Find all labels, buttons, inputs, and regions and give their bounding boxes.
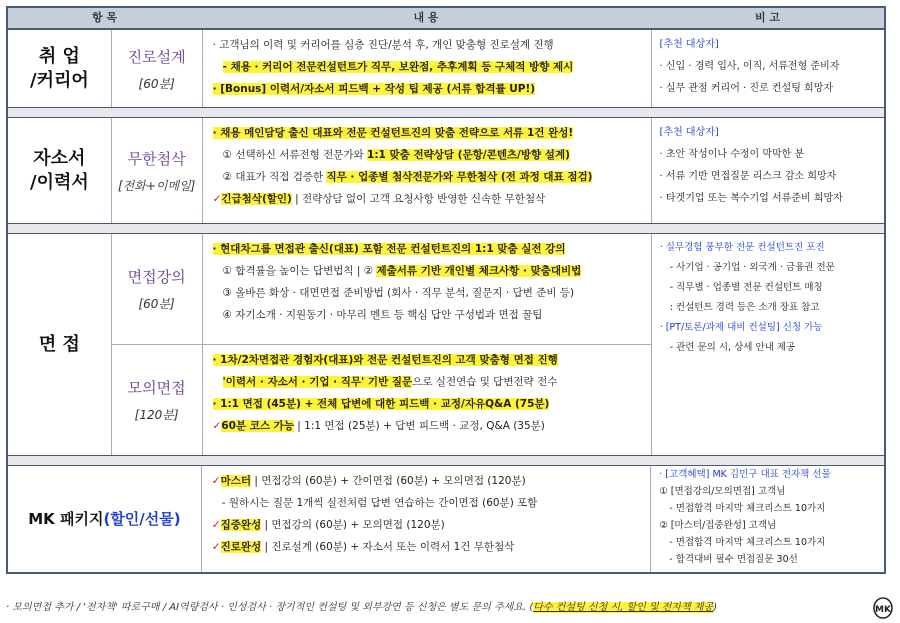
sub-duration: [60분] [138,297,175,311]
check-icon: ✓ [211,475,221,487]
note-line: - 합격대비 필수 면접질문 30선 [669,554,798,565]
header-item: 항 목 [91,11,118,24]
highlight-text: - 채용 · 커리어 전문컨설턴트가 직무, 보완점, 추후계획 등 구체적 방향 제시 [222,61,574,73]
highlight-text: 1:1 맞춤 전략상담 (문항/콘텐츠/방향 설계) [367,149,570,161]
highlight-text: · 1차/2차면접관 경험자(대표)와 전문 컨설턴트진의 고객 맞춤형 면접 진행 [212,354,558,366]
row-separator [8,455,884,466]
category-label: 취 업 /커리어 [30,45,89,91]
content-line [213,144,651,166]
category-interview: 면 접 [8,234,112,455]
note-line: : 컨설턴트 경력 등은 소개 장표 참고 [669,302,820,313]
highlight-text: 집중완성 [220,519,262,531]
row-separator [8,107,884,118]
content-line [213,188,651,210]
highlight-text: '이력서 · 자소서 · 기업 · 직무' 기반 질문 [222,376,413,388]
line-text: | 면접강의 (60분) + 모의면접 (120분) [261,519,445,531]
interview-subrows [112,234,652,455]
category-label: 자소서 /이력서 [30,147,89,193]
note-line: · 초안 작성이나 수정이 막막한 분 [659,149,805,160]
note-line: - 면접합격 마지막 체크리스트 10가지 [669,503,826,514]
subcategory-mock [112,345,203,455]
highlight-text: 60분 코스 가능 [221,420,294,432]
line-text: 으로 실전연습 및 답변전략 전수 [412,376,558,388]
sub-duration: [120분] [134,408,179,422]
content-line [213,166,651,188]
content-resume [203,118,652,223]
note-resume [652,118,884,223]
note-line: - 관련 문의 시, 상세 안내 제공 [669,342,796,353]
content-line [213,260,651,282]
subrow-lecture [112,234,652,345]
sub-name: 모의면접 [127,379,186,397]
subcategory-lecture [112,234,203,344]
highlight-text: 진로완성 [220,541,262,553]
service-table [6,6,886,574]
footer-highlight: 다수 컨설팅 신청 시, 할인 및 전자책 제공 [533,602,714,613]
row-interview [8,234,884,455]
content-line [213,122,651,144]
highlight-text: 긴급첨삭(할인) [221,193,292,205]
content-line: ③ 올바른 화상 · 대면면접 준비방법 (회사 · 직무 분석, 질문지 · 답변 준비 등) [222,287,575,299]
subcategory-career [112,30,203,107]
highlight-text: · 1:1 면접 (45분) + 전체 답변에 대한 피드백 · 교정/자유Q&A (75분) [212,398,550,410]
note-line: · 신입 · 경력 입사, 이직, 서류전형 준비자 [659,61,840,72]
row-career [8,30,884,107]
highlight-text: · 채용 메인담당 출신 대표와 전문 컨설턴트진의 맞춤 전략으로 서류 1건 완성! [212,127,574,139]
category-resume [8,118,112,223]
row-resume [8,118,884,223]
content-line [213,349,651,371]
mk-logo-icon [872,597,894,619]
note-line: ② [마스터/집중완성] 고객님 [659,520,777,531]
note-line: - 사기업 · 공기업 · 외국계 · 금융권 전문 [669,262,835,273]
note-line: · 실무경험 풍부한 전문 컨설턴트진 포진 [659,242,825,253]
table-header [8,8,884,30]
check-icon: ✓ [211,541,221,553]
category-package [8,466,202,572]
footer-end: ) [713,602,718,613]
note-line: - 직무별 · 업종별 전문 컨설턴트 매칭 [669,282,823,293]
content-line [212,514,650,536]
subcategory-resume [112,118,203,223]
check-icon: ✓ [211,519,221,531]
logo-text: MK [875,605,891,615]
content-line [213,78,651,100]
package-sub-label: (할인/선물) [103,510,181,528]
content-line: · 고객님의 이력 및 커리어를 심층 진단/분석 후, 개인 맞춤형 진로설계 진행 [212,39,554,51]
note-line: ① [면접강의/모의면접] 고객님 [659,486,786,497]
note-line: - 면접합격 마지막 체크리스트 10가지 [669,537,826,548]
note-line: · 서류 기반 면접질문 리스크 감소 희망자 [659,171,837,182]
category-career [8,30,112,107]
line-text: | 전략상담 없이 고객 요청사항 반영한 신속한 무한첨삭 [291,193,546,205]
footer-text: · 모의면접 추가 / '전자책' 따로구매 / AI역량검사 · 인성검사 · 장기적인 컨설팅 및 외부강연 등 신청은 별도 문의 주세요. ( [6,602,534,613]
sub-name: 면접강의 [127,268,186,286]
sub-duration: [전화+이메일] [117,178,196,193]
sub-duration: [60분] [138,76,175,91]
content-career [203,30,652,107]
highlight-text: 마스터 [220,475,252,487]
row-package [8,466,884,572]
content-line [213,393,651,415]
note-line: · [고객혜택] MK 김민구 대표 전자책 선물 [659,469,831,480]
content-line [213,415,651,437]
package-label: MK 패키지 [28,510,104,528]
line-text: ② 대표가 직접 검증한 [222,171,327,183]
header-note: 비 고 [754,11,781,24]
note-title: [추천 대상자] [659,127,719,138]
note-career [652,30,884,107]
content-line [213,56,651,78]
sub-name: 무한첨삭 [127,149,186,168]
header-content: 내 용 [413,11,439,24]
note-line: · 타겟기업 또는 복수기업 서류준비 희망자 [659,193,843,204]
note-package [651,466,884,572]
content-line [213,371,651,393]
subrow-mock [112,345,652,455]
line-text: | 면접강의 (60분) + 간이면접 (60분) + 모의면접 (120분) [251,475,526,487]
content-mock [203,345,652,455]
row-separator [8,223,884,234]
line-text: | 1:1 면접 (25분) + 답변 피드백 · 교정, Q&A (35분) [293,420,545,432]
highlight-text: · [Bonus] 이력서/자소서 피드백 + 작성 팁 제공 (서류 합격률 UP!) [212,83,536,95]
sub-name: 진로설계 [127,47,186,66]
content-line [212,536,650,558]
check-icon: ✓ [212,193,222,205]
highlight-text: 직무 · 업종별 첨삭전문가와 무한첨삭 (전 과정 대표 점검) [326,171,593,183]
note-interview [652,234,884,455]
note-line: · [PT/토론/과제 대비 컨설팅] 신청 가능 [659,322,823,333]
content-line [213,238,651,260]
content-package [202,466,651,572]
line-text: ① 선택하신 서류전형 전문가와 [222,149,368,161]
note-title: [추천 대상자] [659,39,719,50]
content-lecture [203,234,652,344]
note-line: · 실무 관점 커리어 · 진로 컨설팅 희망자 [659,83,834,94]
check-icon: ✓ [212,420,222,432]
line-text: ① 합격률을 높이는 답변법칙 | ② [222,265,377,277]
highlight-text: 제출서류 기반 개인별 체크사항 · 맞춤대비법 [376,265,582,277]
content-line: ④ 자기소개 · 지원동기 · 마무리 멘트 등 핵심 답안 구성법과 면접 꿀팁 [222,309,543,321]
content-line [212,470,650,492]
footer-note [6,598,717,613]
highlight-text: · 현대차그룹 면접관 출신(대표) 포함 전문 컨설턴트진의 1:1 맞춤 실전 강의 [212,243,566,255]
content-line: - 원하시는 질문 1개씩 실전처럼 답변 연습하는 간이면접 (60분) 포함 [221,497,538,509]
line-text: | 진로설계 (60분) + 자소서 또는 이력서 1건 무한첨삭 [261,541,515,553]
